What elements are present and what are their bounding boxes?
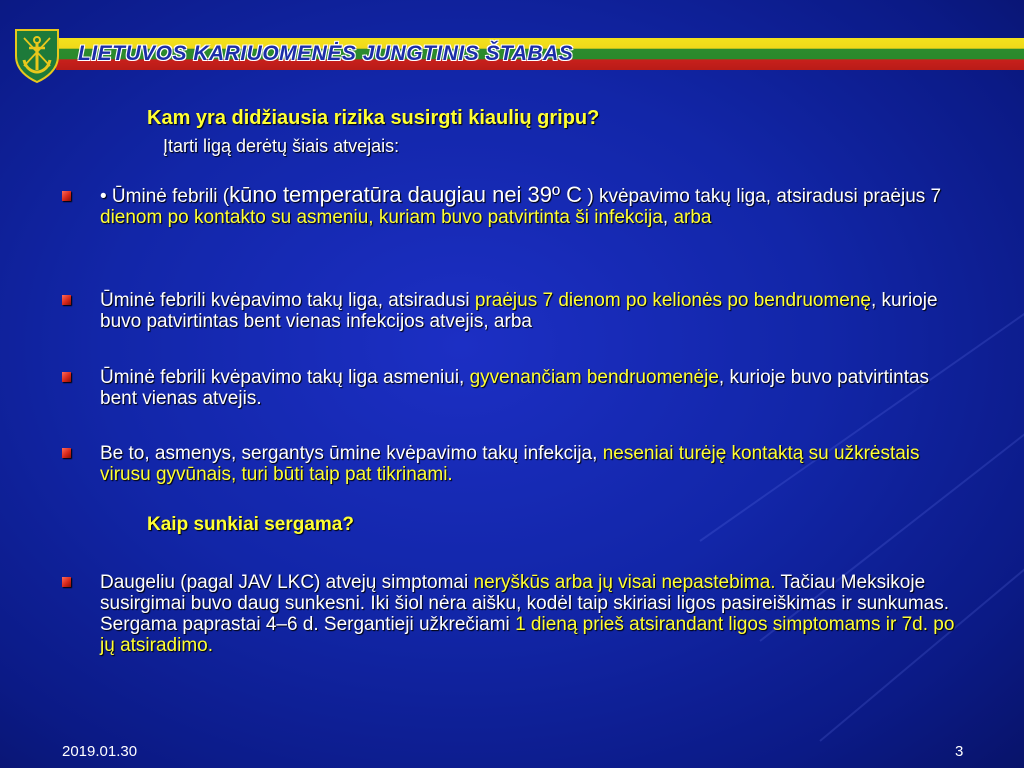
- item-text: Daugeliu (pagal JAV LKC) atvejų simptomai: [100, 572, 474, 593]
- bullet-icon: [62, 295, 71, 305]
- anchor-emblem-icon: [12, 26, 62, 84]
- question-heading: Kam yra didžiausia rizika susirgti kiaulių gripu?: [147, 107, 600, 129]
- item-text: Tačiau Meksikoje susirgimai buvo daug sunkesni. Iki šiol nėra aišku, kodėl taip skiriasi ligos pasireiškimas ir sunkumas. Sergama paprastai 4–6 d. Sergantieji užkrečiami: [100, 572, 950, 635]
- item-text: Ūminė febrili kvėpavimo takų liga asmeniui,: [100, 367, 470, 388]
- item-text: ,: [662, 207, 674, 228]
- suspect-subheading: Įtarti ligą derėtų šiais atvejais:: [163, 136, 400, 156]
- item-highlight: praėjus 7 dienom po kelionės po bendruomenę: [474, 290, 871, 311]
- item-text: ) kvėpavimo takų liga, atsiradusi praėjus 7: [582, 186, 942, 207]
- item-highlight: gyvenančiam bendruomenėje: [469, 367, 719, 388]
- footer-date: 2019.01.30: [62, 743, 138, 760]
- list-item: [100, 184, 960, 228]
- item-highlight: arba: [673, 207, 712, 228]
- item-highlight: 1 dieną prieš atsirandant ligos simptomams ir 7d. po jų atsiradimo.: [100, 614, 955, 656]
- item-highlight: neryškūs arba jų visai nepastebima.: [473, 572, 776, 593]
- slide-number: 3: [955, 743, 964, 760]
- list-item: [100, 443, 960, 485]
- item-text: , kurioje buvo patvirtintas bent vienas atvejis.: [100, 367, 930, 409]
- item-highlight: neseniai turėję kontaktą su užkrėstais virusu gyvūnais, turi būti taip pat tikrinami.: [100, 443, 920, 485]
- list-item: [100, 367, 960, 409]
- bullet-icon: [62, 372, 71, 382]
- item-highlight: dienom po kontakto su asmeniu, kuriam buvo patvirtinta ši infekcija: [100, 207, 663, 228]
- list-item: [100, 290, 960, 332]
- item-text: • Ūminė febrili (: [100, 186, 230, 207]
- bullet-icon: [62, 191, 71, 201]
- severity-heading: Kaip sunkiai sergama?: [147, 514, 354, 535]
- list-item: [100, 572, 960, 656]
- item-text: , kurioje buvo patvirtintas bent vienas infekcijos atvejis, arba: [100, 290, 938, 332]
- item-text: kūno temperatūra daugiau nei 39º C: [229, 182, 583, 207]
- bullet-icon: [62, 448, 71, 458]
- organization-title: LIETUVOS KARIUOMENĖS JUNGTINIS ŠTABAS: [78, 42, 574, 65]
- bullet-icon: [62, 577, 71, 587]
- background-ray: [699, 299, 1024, 542]
- item-text: Ūminė febrili kvėpavimo takų liga, atsiradusi: [100, 290, 475, 311]
- item-text: Be to, asmenys, sergantys ūmine kvėpavimo takų infekcija,: [100, 443, 603, 464]
